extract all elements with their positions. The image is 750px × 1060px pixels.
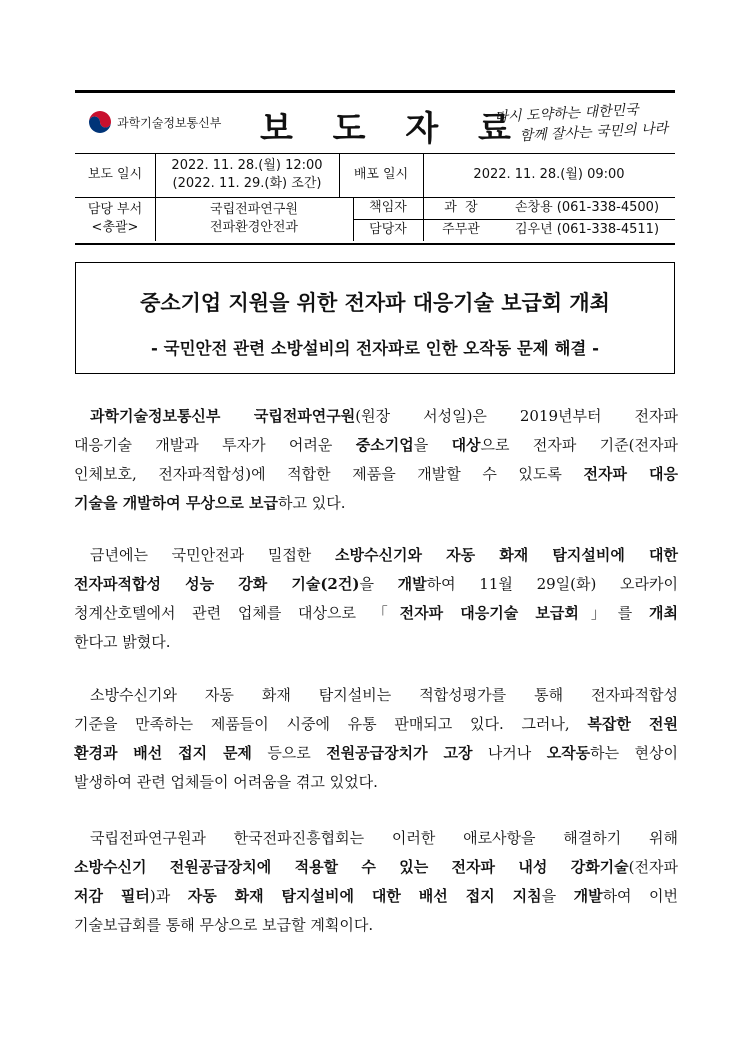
paragraph-line [74, 853, 678, 882]
emphasis-text: 저감 필터 [74, 887, 150, 905]
distribution-label: 배포 일시 [353, 167, 409, 182]
emphasis-text: 복잡한 전원 [587, 715, 678, 733]
body-text: 을 [413, 436, 452, 454]
paragraph-line [74, 911, 678, 940]
paragraph-line [74, 402, 678, 431]
paragraph-line [74, 882, 678, 911]
body-paragraph-4 [74, 824, 678, 940]
paragraph-line [74, 570, 678, 599]
manager-contact: 손창용 (061-338-4500) [514, 200, 660, 215]
emphasis-text: 전자파 대응기술 보급회 [399, 604, 579, 622]
body-text: 을 [541, 887, 574, 905]
department-row [75, 197, 675, 241]
emphasis-text: 과학기술정보통신부 국립전파연구원 [90, 407, 356, 425]
body-text: 하는 현상이 [590, 744, 679, 762]
paragraph-line [74, 710, 678, 739]
emphasis-text: 오작동 [546, 744, 591, 762]
ministry-logo [87, 107, 267, 139]
department-value-line-1: 국립전파연구원 [210, 202, 298, 217]
emphasis-text: 기술을 개발하여 무상으로 보급 [74, 494, 279, 512]
release-value-line-1: 2022. 11. 28.(월) 12:00 [171, 158, 323, 173]
body-text: 한다고 밝혔다. [74, 633, 171, 651]
body-text: 」를 [578, 604, 650, 622]
press-release-title: 보 도 자 료 [260, 109, 525, 149]
body-text: 을 [359, 575, 398, 593]
emphasis-text: 전원공급장치가 고장 [326, 744, 473, 762]
emphasis-text: 소방수신기와 자동 화재 탐지설비에 대한 [335, 546, 678, 564]
body-text: 청계산호텔에서 관련 업체를 대상으로 「 [74, 604, 400, 622]
body-text: 기술보급회를 통해 무상으로 보급할 계획이다. [74, 916, 374, 934]
paragraph-line [74, 768, 678, 797]
paragraph-line [74, 739, 678, 768]
paragraph-line [74, 541, 678, 570]
department-value [155, 197, 353, 241]
staff-label: 담당자 [369, 222, 407, 237]
paragraph-line [74, 489, 678, 518]
release-date-row [75, 153, 675, 198]
slogan-line-1: 다시 도약하는 대한민국 [494, 102, 639, 126]
department-label [75, 197, 155, 241]
headline-box [75, 262, 675, 374]
department-value-line-2: 전파환경안전과 [210, 220, 298, 235]
emphasis-text: 중소기업 [355, 436, 414, 454]
body-text: (원장 서성일)은 2019년부터 전자파 [355, 407, 678, 425]
paragraph-line [74, 824, 678, 853]
staff-contact: 김우년 (061-338-4511) [514, 222, 660, 237]
body-text: 소방수신기와 자동 화재 탐지설비는 적합성평가를 통해 전자파적합성 [90, 686, 678, 704]
paragraph-line [74, 460, 678, 489]
press-release-header [75, 90, 675, 245]
sub-headline: - 국민안전 관련 소방설비의 전자파로 인한 오작동 문제 해결 - [151, 339, 599, 358]
body-paragraph-2 [74, 541, 678, 657]
header-top-row [75, 93, 675, 154]
body-text: 국립전파연구원과 한국전파진흥협회는 이러한 애로사항을 해결하기 위해 [90, 829, 678, 847]
body-text: (전자파 [628, 858, 678, 876]
emphasis-text: 개발 [397, 575, 427, 593]
government-slogan [494, 98, 671, 147]
body-text: 발생하여 관련 업체들이 어려움을 겪고 있었다. [74, 773, 378, 791]
body-paragraph-1 [74, 402, 678, 518]
body-text: 등으로 [251, 744, 327, 762]
emphasis-text: 소방수신기 전원공급장치에 적용할 수 있는 전자파 내성 강화기술 [74, 858, 629, 876]
emphasis-text: 환경과 배선 접지 문제 [74, 744, 252, 762]
paragraph-line [74, 628, 678, 657]
body-text: 금년에는 국민안전과 밀접한 [90, 546, 336, 564]
release-label: 보도 일시 [87, 167, 143, 182]
body-text: 인체보호, 전자파적합성)에 적합한 제품을 개발할 수 있도록 [74, 465, 584, 483]
emphasis-text: 전자파적합성 성능 강화 기술(2건) [74, 575, 360, 593]
ministry-name: 과학기술정보통신부 [117, 116, 222, 130]
body-text: 대응기술 개발과 투자가 어려운 [74, 436, 356, 454]
emphasis-text: 개발 [573, 887, 603, 905]
release-value [155, 153, 339, 197]
headline: 중소기업 지원을 위한 전자파 대응기술 보급회 개최 [140, 291, 610, 315]
body-text: 하고 있다. [278, 494, 346, 512]
department-label-line-1: 담당 부서 [87, 202, 143, 217]
manager-title: 과 장 [444, 200, 478, 215]
paragraph-line [74, 681, 678, 710]
body-text: 기준을 만족하는 제품들이 시중에 유통 판매되고 있다. 그러나, [74, 715, 588, 733]
staff-title: 주무관 [442, 222, 480, 237]
release-value-line-2: (2022. 11. 29.(화) 조간) [172, 176, 322, 191]
emphasis-text: 전자파 대응 [583, 465, 678, 483]
body-paragraph-3 [74, 681, 678, 797]
taegeuk-emblem-icon [87, 109, 113, 135]
slogan-line-2: 함께 잘사는 국민의 나라 [519, 120, 669, 145]
emphasis-text: 개최 [649, 604, 678, 622]
body-text: 나거나 [472, 744, 547, 762]
emphasis-text: 대상 [451, 436, 481, 454]
manager-label: 책임자 [369, 200, 407, 215]
emphasis-text: 자동 화재 탐지설비에 대한 배선 접지 지침 [187, 887, 542, 905]
paragraph-line [74, 599, 678, 628]
body-text: 하여 11월 29일(화) 오라카이 [426, 575, 678, 593]
department-label-line-2: <총괄> [91, 220, 139, 235]
paragraph-line [74, 431, 678, 460]
body-text: )과 [149, 887, 188, 905]
distribution-value: 2022. 11. 28.(월) 09:00 [473, 167, 625, 182]
body-text: 하여 이번 [602, 887, 678, 905]
body-text: 으로 전자파 기준(전자파 [480, 436, 678, 454]
